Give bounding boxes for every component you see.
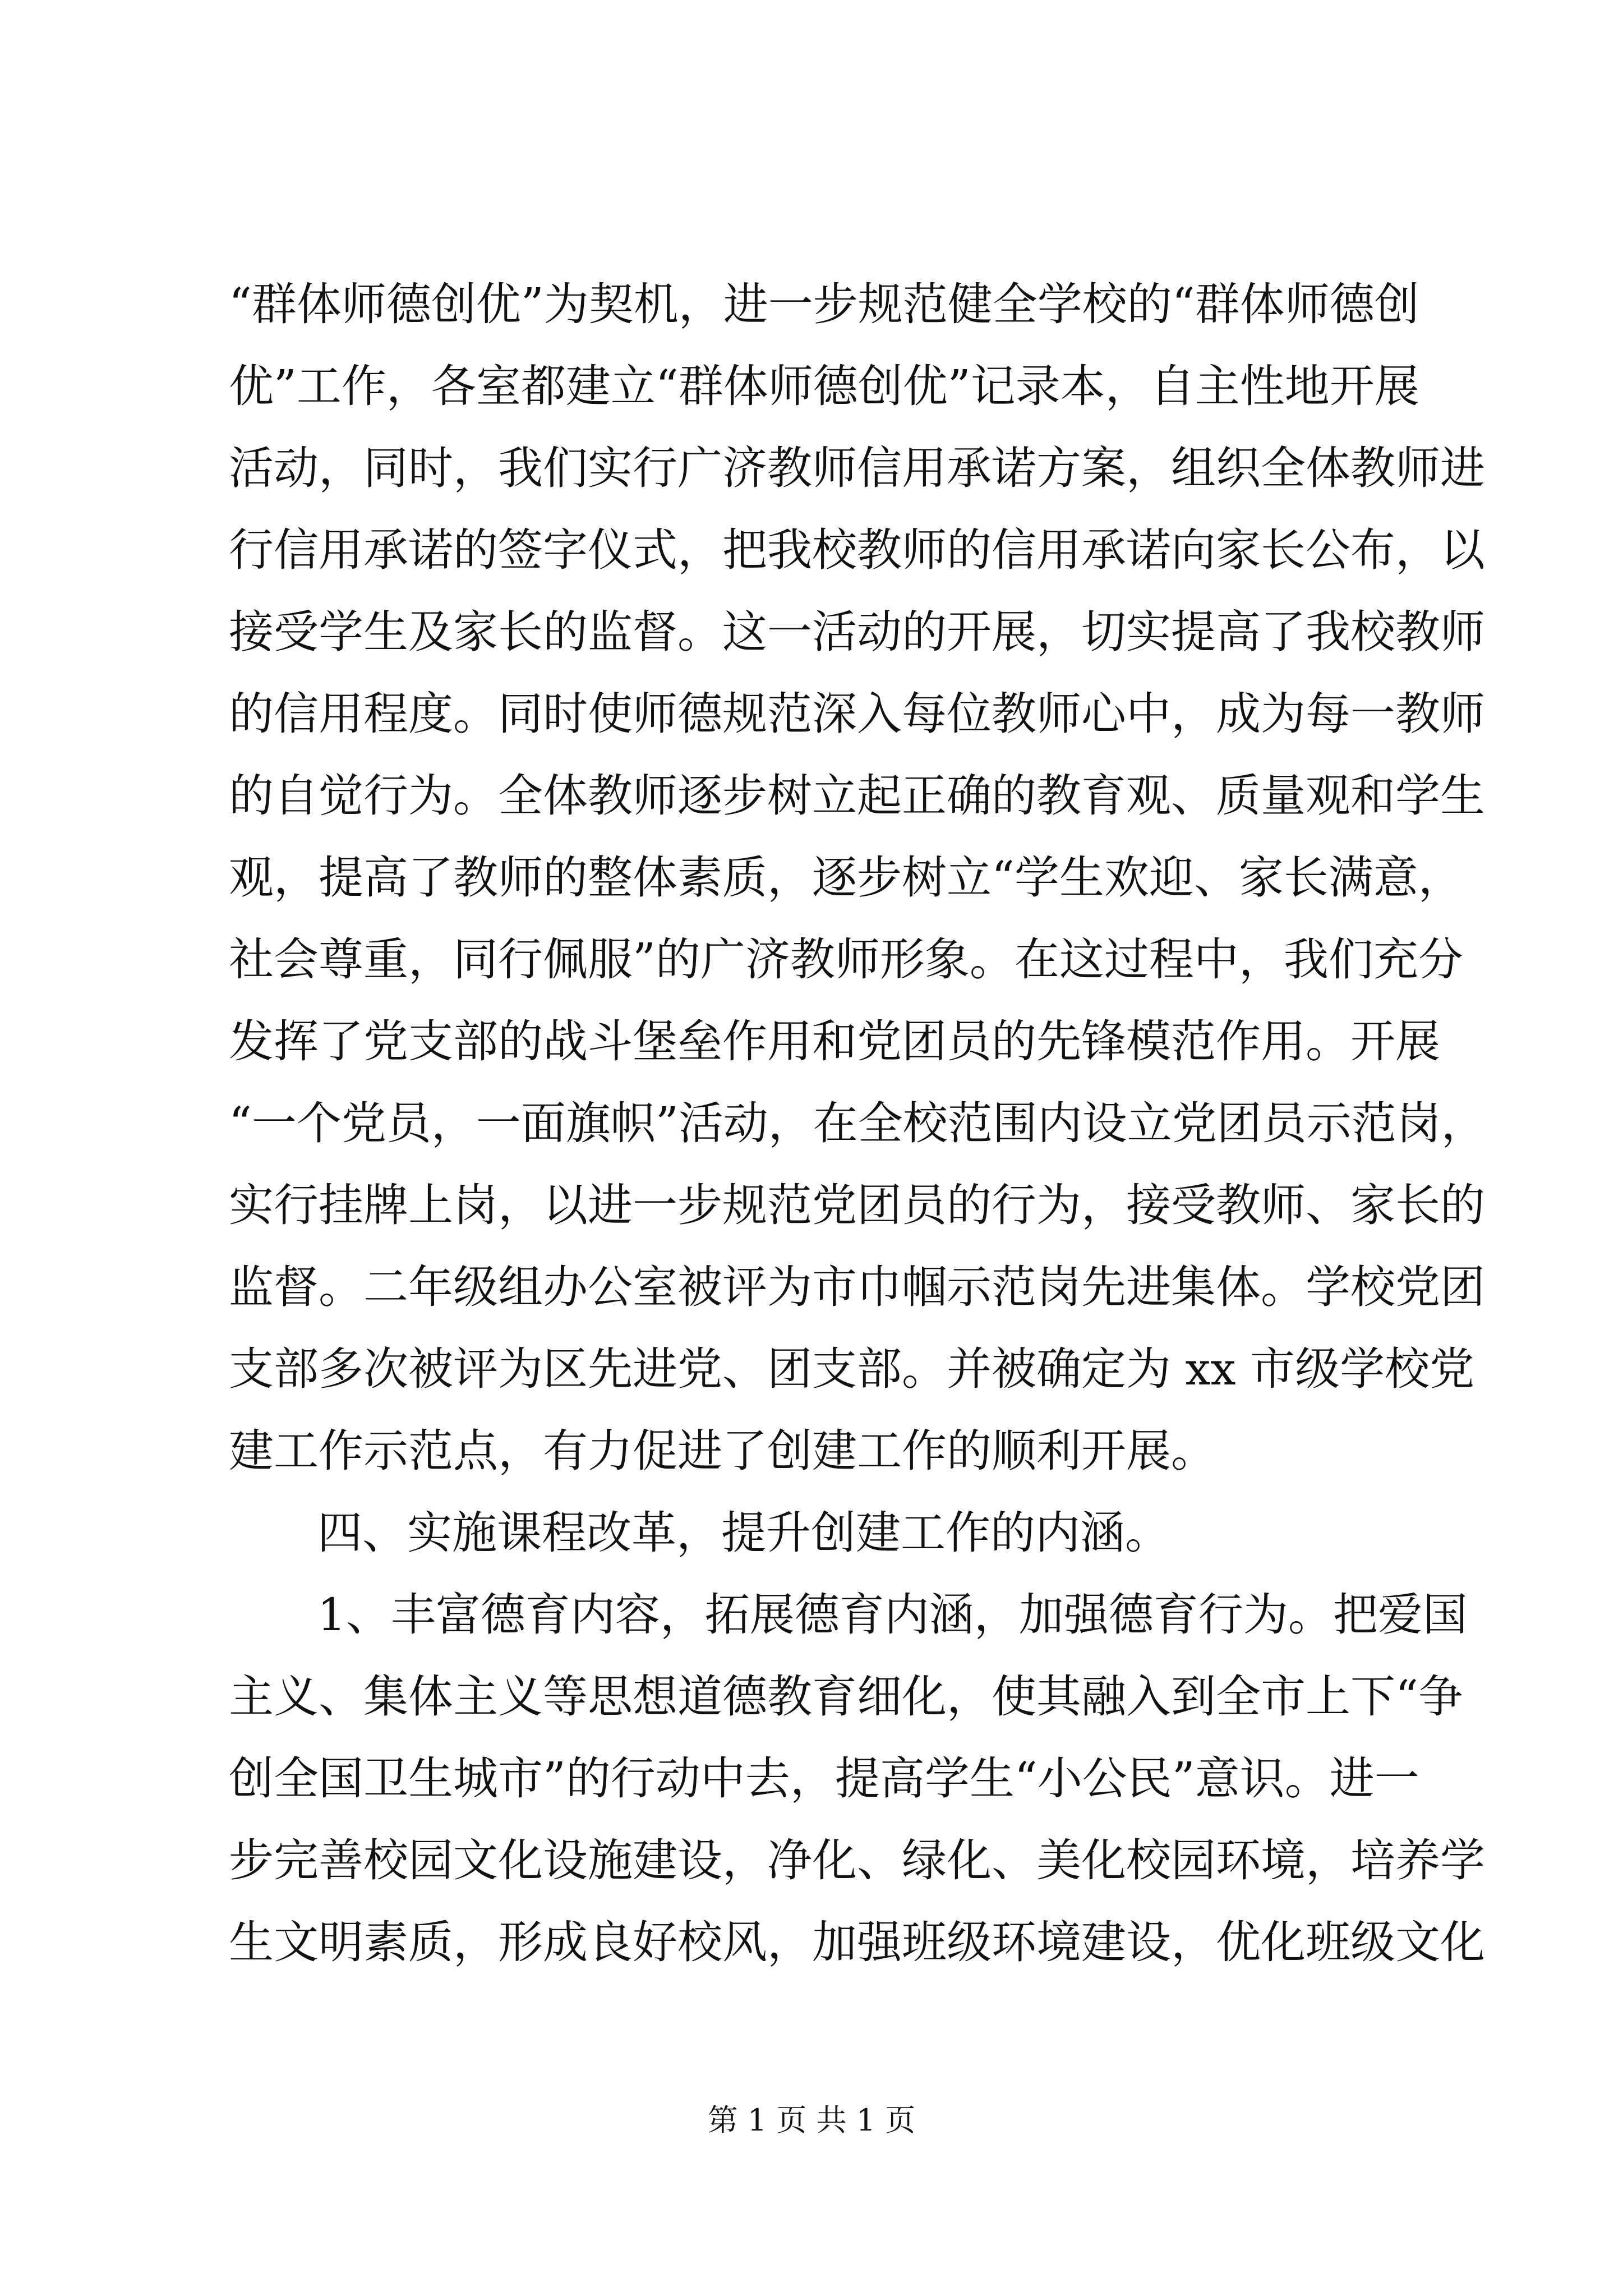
text-line: 行信用承诺的签字仪式，把我校教师的信用承诺向家长公布，以 bbox=[229, 524, 1485, 576]
text-line: 的信用程度。同时使师德规范深入每位教师心中，成为每一教师 bbox=[229, 688, 1485, 740]
text-line: 1、丰富德育内容，拓展德育内涵，加强德育行为。把爱国 bbox=[317, 1589, 1468, 1641]
text-line: 活动，同时，我们实行广济教师信用承诺方案，组织全体教师进 bbox=[229, 442, 1485, 494]
page-footer: 第 1 页 共 1 页 bbox=[707, 2102, 916, 2138]
text-line: 优”工作，各室都建立“群体师德创优”记录本，自主性地开展 bbox=[229, 360, 1419, 412]
text-line: 接受学生及家长的监督。这一活动的开展，切实提高了我校教师 bbox=[229, 606, 1485, 658]
text-line: 建工作示范点，有力促进了创建工作的顺利开展。 bbox=[229, 1425, 1216, 1477]
text-line: 支部多次被评为区先进党、团支部。并被确定为 xx 市级学校党 bbox=[229, 1343, 1475, 1395]
text-line: 的自觉行为。全体教师逐步树立起正确的教育观、质量观和学生 bbox=[229, 770, 1485, 822]
text-line: 主义、集体主义等思想道德教育细化，使其融入到全市上下“争 bbox=[229, 1671, 1463, 1723]
text-line: 创全国卫生城市”的行动中去，提高学生“小公民”意识。进一 bbox=[229, 1752, 1419, 1805]
text-line: 监督。二年级组办公室被评为市巾帼示范岗先进集体。学校党团 bbox=[229, 1261, 1485, 1313]
text-line: 步完善校园文化设施建设，净化、绿化、美化校园环境，培养学 bbox=[229, 1834, 1485, 1887]
text-line: 社会尊重，同行佩服”的广济教师形象。在这过程中，我们充分 bbox=[229, 933, 1463, 986]
section-heading: 四、实施课程改革，提升创建工作的内涵。 bbox=[317, 1507, 1170, 1559]
body-text bbox=[229, 264, 1486, 1984]
text-line: 发挥了党支部的战斗堡垒作用和党团员的先锋模范作用。开展 bbox=[229, 1015, 1440, 1068]
text-line: 观，提高了教师的整体素质，逐步树立“学生欢迎、家长满意， bbox=[229, 852, 1463, 904]
text-line: “一个党员，一面旗帜”活动，在全校范围内设立党团员示范岗， bbox=[229, 1097, 1486, 1149]
text-line: 实行挂牌上岗，以进一步规范党团员的行为，接受教师、家长的 bbox=[229, 1179, 1485, 1231]
text-line: 生文明素质，形成良好校风，加强班级环境建设，优化班级文化 bbox=[229, 1916, 1485, 1968]
text-line: “群体师德创优”为契机，进一步规范健全学校的“群体师德创 bbox=[229, 278, 1419, 330]
